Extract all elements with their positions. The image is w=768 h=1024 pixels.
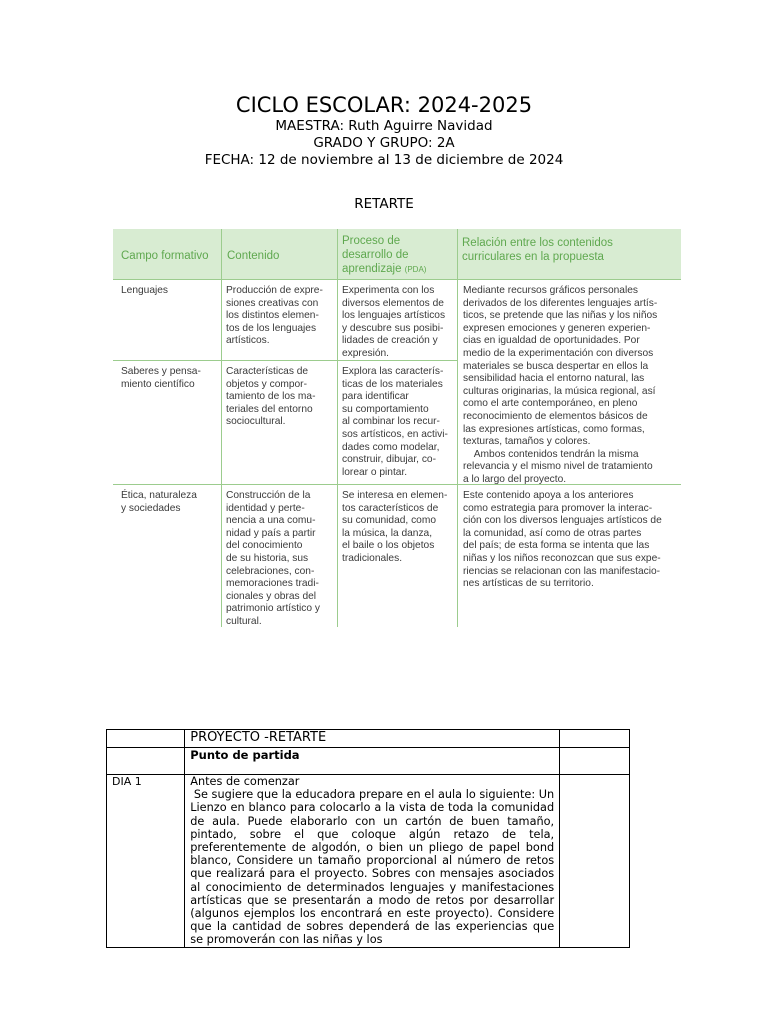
text-line: cionales y obras del — [226, 590, 317, 602]
text-line: y sociedades — [121, 502, 181, 514]
text-line: para identificar — [342, 391, 409, 403]
day-1-content — [185, 775, 560, 948]
text-line: las expresiones artísticas, como formas, — [463, 423, 645, 435]
teacher-line: MAESTRA: Ruth Aguirre Navidad — [275, 118, 493, 134]
row-3-contenido — [226, 490, 336, 629]
header-relacion — [462, 236, 613, 264]
text-line: expresen emociones y generen experien- — [463, 322, 651, 334]
text-line: Características de — [226, 366, 309, 377]
text-line: texturas, tamaños y colores. — [463, 436, 591, 448]
project-subtitle-row — [107, 748, 630, 775]
text-line: relevancia y el mismo nivel de tratamiento — [463, 461, 653, 473]
text-line: Ética, naturaleza — [121, 490, 197, 501]
text-line: sos artísticos, en activi- — [342, 428, 448, 440]
header-relacion-line-2: curriculares en la propuesta — [462, 251, 604, 263]
relacion-row-3 — [463, 490, 679, 591]
school-cycle-title: CICLO ESCOLAR: 2024-2025 — [235, 93, 533, 117]
text-line: tos característicos de — [342, 502, 439, 514]
text-line: de su historia, sus — [226, 552, 309, 564]
text-line: Construcción de la — [226, 490, 311, 501]
text-line: cias en igualdad de oportunidades. Por — [463, 335, 640, 347]
header-relacion-line-1: Relación entre los contenidos — [462, 237, 613, 249]
project-table — [106, 729, 630, 948]
text-line: sensibilidad hacia el entorno natural, las — [463, 373, 645, 385]
text-line: la comunidad, así como de otras partes — [463, 527, 642, 539]
text-line: materiales se busca despertar en ellos la — [463, 360, 649, 372]
text-line: tradicionales. — [342, 552, 403, 564]
text-line: ticos, se pretende que las niñas y los niños — [463, 310, 658, 322]
header-proceso-line-3 — [342, 262, 426, 277]
text-line: teriales del entorno — [226, 403, 313, 415]
row-1-pda — [342, 285, 456, 361]
intro-text: Antes de comenzar — [190, 775, 300, 788]
header-campo: Campo formativo — [121, 250, 209, 262]
column-divider — [221, 229, 222, 627]
text-line: la música, la danza, — [342, 527, 433, 539]
header-proceso-line-1: Proceso de — [342, 235, 401, 247]
row-divider — [113, 279, 681, 280]
section-label: RETARTE — [354, 196, 414, 212]
row-2-pda — [342, 366, 456, 479]
text-line: como estrategia para promover la interac- — [463, 502, 653, 514]
text-line: el baile o los objetos — [342, 540, 435, 552]
text-line: al combinar los recur- — [342, 416, 440, 428]
row-2-campo — [121, 366, 219, 391]
text-line: Explora las caracterís- — [342, 366, 444, 377]
date-line: FECHA: 12 de noviembre al 13 de diciembre de 2024 — [204, 152, 564, 168]
relacion-rows-1-2 — [463, 285, 679, 487]
text-line: a lo largo del proyecto. — [463, 473, 567, 485]
text-line: derivados de los diferentes lenguajes artís- — [463, 297, 658, 309]
header-proceso-aprendizaje: aprendizaje — [342, 263, 402, 275]
project-title: PROYECTO -RETARTE — [185, 730, 560, 748]
empty-cell — [107, 730, 185, 748]
text-line: Este contenido apoya a los anteriores — [463, 490, 634, 501]
project-subtitle: Punto de partida — [185, 748, 560, 775]
text-line: sociocultural. — [226, 416, 286, 428]
text-line: siones creativas con — [226, 297, 319, 309]
text-line: lorear o pintar. — [342, 466, 408, 478]
text-line: ción con los diversos lenguajes artísticos de — [463, 515, 662, 527]
empty-cell — [560, 748, 630, 775]
text-line: Mediante recursos gráficos personales — [463, 285, 638, 296]
text-line: expresión. — [342, 347, 390, 359]
project-title-row — [107, 730, 630, 748]
text-line: del país; de esta forma se intenta que las — [463, 540, 650, 552]
header-proceso — [342, 234, 426, 277]
text-line: cultural. — [226, 615, 262, 627]
text-line: los lenguajes artísticos — [342, 310, 446, 322]
row-3-campo — [121, 490, 219, 515]
text-line: construir, dibujar, co- — [342, 454, 436, 466]
document-header — [0, 92, 768, 169]
row-3-pda — [342, 490, 456, 566]
row-1-contenido — [226, 285, 336, 348]
text-line: Saberes y pensa- — [121, 366, 201, 377]
text-line: culturas originarias, la música regional, así — [463, 385, 656, 397]
text-line: y descubre sus posibi- — [342, 322, 444, 334]
body-text: Se sugiere que la educadora prepare en el aula lo siguiente: Un Lienzo en blanco para colocarlo a la vista de toda la comunidad de aula. Puede elaborarlo con un cartón de buen tamaño, pintado, sobre el que coloque algún retazo de tela, preferentemente de algodón, o bien un pliego de papel bond blanco, Considere un tamaño proporcional al número de retos que realizará para el proyecto. Sobres con mensajes asociados al conocimiento de determinados lenguajes y manifestaciones artísticas que se presentarán a modo de retos por desarrollar (algunos ejemplos los encontrará en este proyecto). Considere que la cantidad de sobres dependerá de las experiencias que se promoverán con las niñas y los — [190, 788, 558, 947]
row-2-contenido — [226, 366, 336, 429]
text-line: tamiento de los ma- — [226, 391, 316, 403]
text-line: del conocimiento — [226, 540, 303, 552]
text-line: reconocimiento de elementos básicos de — [463, 410, 648, 422]
text-line: objetos y compor- — [226, 378, 307, 390]
text-line: su comportamiento — [342, 403, 429, 415]
text-line: riencias se relacionan con las manifestacio- — [463, 565, 661, 577]
text-line: Producción de expre- — [226, 285, 323, 296]
text-line: memoraciones tradi- — [226, 578, 319, 590]
text-line: identidad y perte- — [226, 502, 305, 514]
day-1-row — [107, 775, 630, 948]
row-1-campo — [121, 285, 219, 298]
text-line: medio de la experimentación con diversos — [463, 347, 654, 359]
text-line: Ambos contenidos tendrán la misma — [463, 448, 639, 460]
empty-cell — [107, 748, 185, 775]
grade-group-line: GRADO Y GRUPO: 2A — [313, 135, 455, 151]
text-line: artísticos. — [226, 335, 270, 347]
header-proceso-pda: (PDA) — [404, 265, 427, 274]
text-line: dades como modelar, — [342, 441, 440, 453]
text-line: su comunidad, como — [342, 515, 437, 527]
text-line: como el arte contemporáneo, en pleno — [463, 398, 638, 410]
text-line: miento científico — [121, 378, 195, 390]
empty-cell — [560, 730, 630, 748]
empty-cell — [560, 775, 630, 948]
text-line: ticas de los materiales — [342, 378, 443, 390]
column-divider — [457, 229, 458, 627]
text-line: nes artísticas de su territorio. — [463, 578, 594, 590]
text-line: Lenguajes — [121, 285, 169, 296]
day-label: DIA 1 — [107, 775, 185, 948]
text-line: diversos elementos de — [342, 297, 444, 309]
header-contenido: Contenido — [227, 250, 280, 262]
text-line: celebraciones, con- — [226, 565, 315, 577]
column-divider — [337, 229, 338, 627]
curriculum-table — [113, 229, 681, 627]
header-proceso-line-2: desarrollo de — [342, 249, 409, 261]
text-line: los distintos elemen- — [226, 310, 319, 322]
text-line: Se interesa en elemen- — [342, 490, 448, 501]
text-line: lidades de creación y — [342, 335, 438, 347]
text-line: niñas y los niños reconozcan que sus expe- — [463, 552, 661, 564]
text-line: tos de los lenguajes — [226, 322, 317, 334]
text-line: nencia a una comu- — [226, 515, 316, 527]
text-line: patrimonio artístico y — [226, 603, 320, 615]
text-line: Experimenta con los — [342, 285, 435, 296]
text-line: nidad y país a partir — [226, 527, 316, 539]
